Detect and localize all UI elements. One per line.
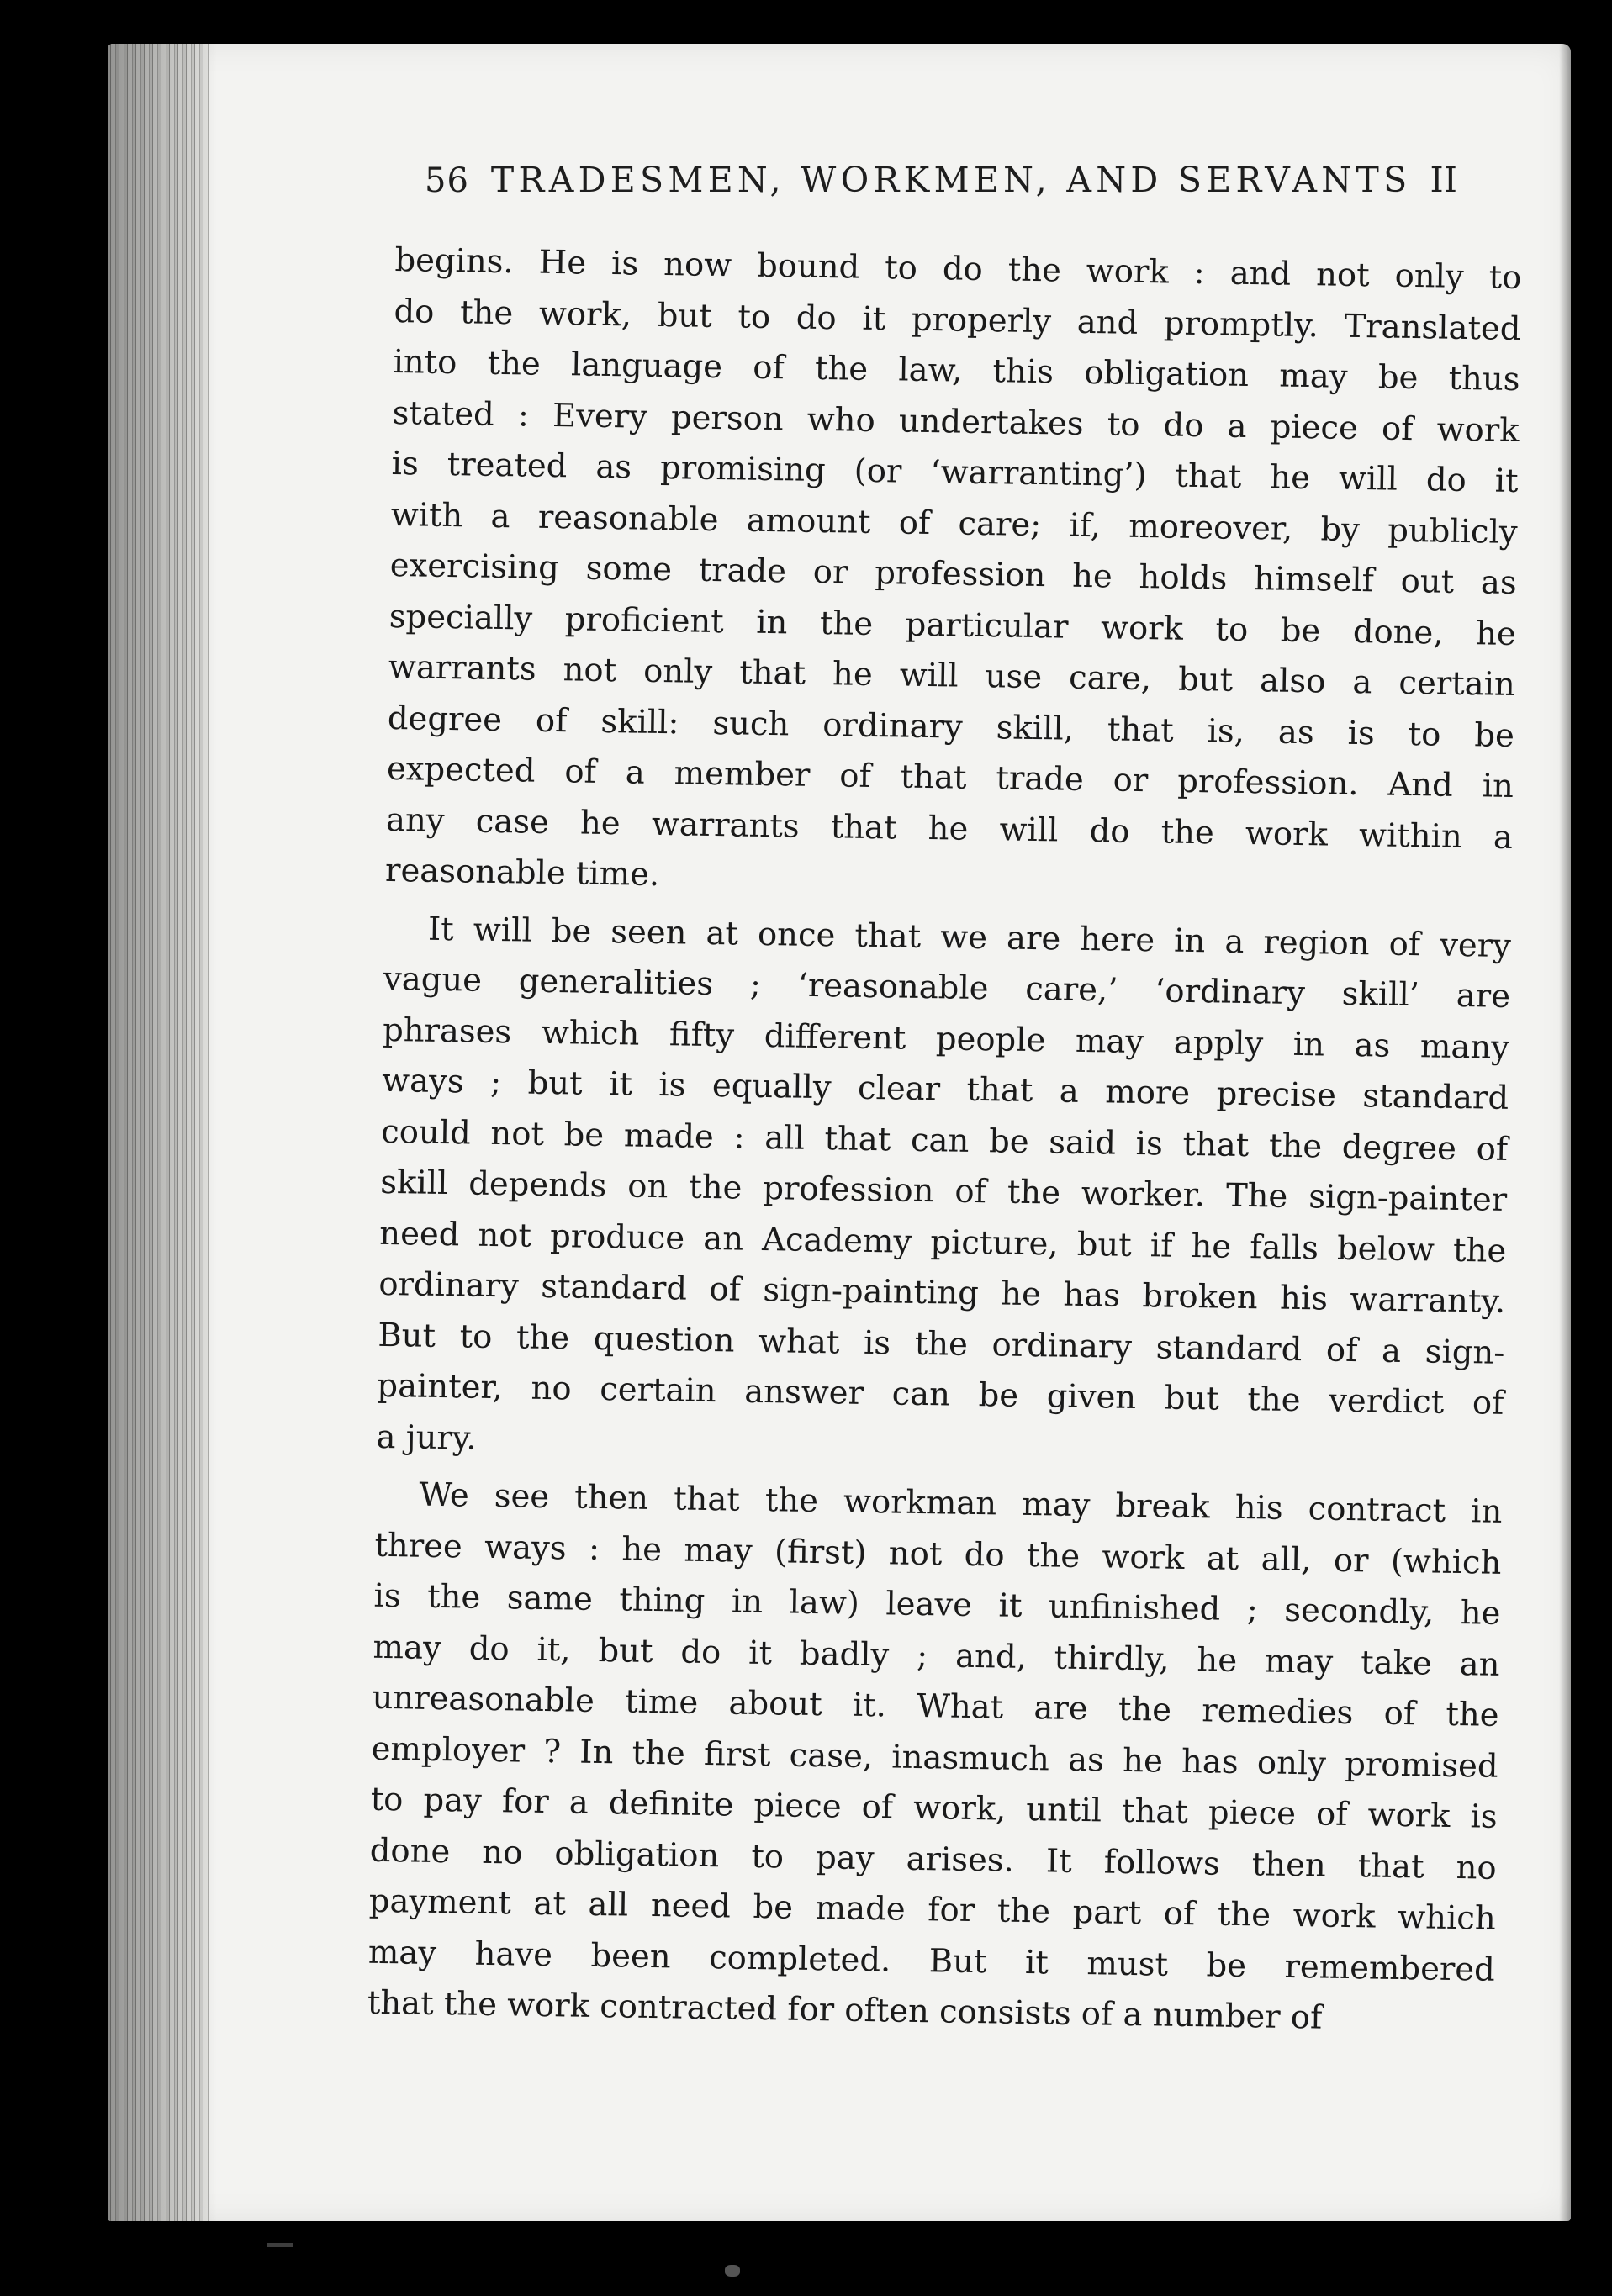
text-line: need not produce an Academy picture, but if he falls below the bbox=[379, 1214, 1507, 1270]
right-edge-shadow bbox=[1559, 44, 1571, 2221]
gutter-shadow bbox=[108, 44, 217, 2221]
text-line: painter, no certain answer can be given but the verdict of bbox=[377, 1366, 1504, 1422]
text-line: reasonable time. bbox=[384, 851, 660, 895]
text-line: degree of skill: such ordinary skill, that is, as is to be bbox=[387, 699, 1515, 755]
text-line: may do it, but do it badly ; and, thirdly, he may take an bbox=[373, 1628, 1500, 1684]
text-line: a jury. bbox=[376, 1417, 478, 1458]
text-line: stated : Every person who undertakes to do a piece of work bbox=[392, 393, 1520, 450]
text-line: do the work, but to do it properly and promptly. Translated bbox=[394, 292, 1521, 348]
running-title: TRADESMEN, WORKMEN, AND SERVANTS bbox=[490, 160, 1412, 200]
text-line: exercising some trade or profession he holds himself out as bbox=[389, 546, 1518, 602]
text-line: that the work contracted for often consists of a number of bbox=[367, 1983, 1323, 2037]
text-line: into the language of the law, this obligation may be thus bbox=[393, 342, 1520, 399]
text-line: warrants not only that he will use care, but also a certain bbox=[388, 647, 1516, 704]
text-line: unreasonable time about it. What are the remedies of the bbox=[372, 1678, 1499, 1734]
running-head bbox=[425, 160, 1518, 200]
text-line: specially proficient in the particular work to be done, he bbox=[388, 597, 1517, 653]
page-number: 56 bbox=[425, 161, 469, 200]
paragraph bbox=[385, 235, 1522, 914]
text-line: any case he warrants that he will do the work within a bbox=[385, 800, 1514, 857]
text-line: But to the question what is the ordinary standard of a sign- bbox=[378, 1316, 1505, 1372]
paragraph bbox=[367, 1470, 1502, 2046]
text-line: is the same thing in law) leave it unfinished ; secondly, he bbox=[373, 1576, 1501, 1633]
text-line: may have been completed. But it must be remembered bbox=[367, 1933, 1496, 1989]
text-line: expected of a member of that trade or profession. And in bbox=[386, 749, 1514, 805]
text-line: with a reasonable amount of care; if, moreover, by publicly bbox=[390, 495, 1518, 552]
chapter-numeral: II bbox=[1430, 160, 1457, 200]
text-line: phrases which fifty different people may apply in as many bbox=[382, 1011, 1510, 1067]
text-line: vague generalities ; ‘reasonable care,’ ‘ordinary skill’ are bbox=[383, 959, 1511, 1016]
text-line: done no obligation to pay arises. It follows then that no bbox=[369, 1831, 1498, 1887]
text-line: ordinary standard of sign-painting he has broken his warranty. bbox=[378, 1264, 1506, 1321]
text-line: We see then that the workman may break his contract in bbox=[419, 1475, 1503, 1531]
text-line: payment at all need be made for the part of the work which bbox=[368, 1882, 1497, 1938]
body-text bbox=[367, 235, 1521, 2046]
text-line: to pay for a definite piece of work, until that piece of work is bbox=[370, 1780, 1498, 1836]
paragraph bbox=[376, 903, 1511, 1480]
scan-artifact bbox=[725, 2265, 740, 2277]
text-line: begins. He is now bound to do the work : and not only to bbox=[394, 240, 1522, 298]
text-line: is treated as promising (or ‘warranting’) that he will do it bbox=[391, 444, 1519, 501]
text-line: ways ; but it is equally clear that a more precise standard bbox=[381, 1061, 1509, 1117]
text-line: employer ? In the first case, inasmuch as he has only promised bbox=[371, 1729, 1498, 1786]
text-line: skill depends on the profession of the worker. The sign-painter bbox=[379, 1163, 1508, 1219]
text-line: could not be made : all that can be said is that the degree of bbox=[380, 1112, 1509, 1169]
text-line: It will be seen at once that we are here in a region of very bbox=[427, 910, 1512, 965]
text-line: three ways : he may (first) not do the work at all, or (which bbox=[374, 1526, 1502, 1582]
scan-artifact bbox=[267, 2243, 293, 2247]
